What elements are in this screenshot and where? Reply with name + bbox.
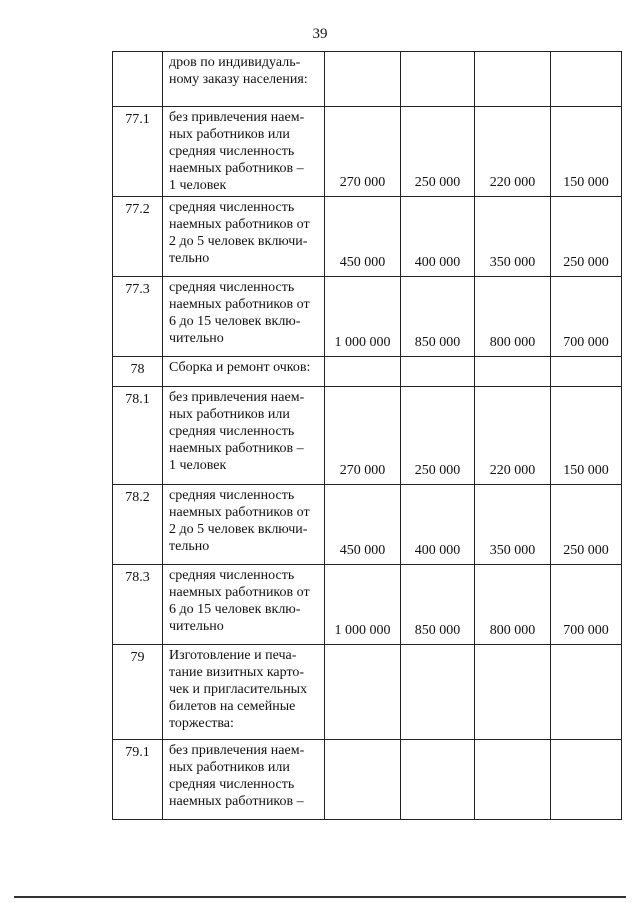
description-line: наемных работников –: [169, 161, 304, 176]
description-line: без привлечения наем-: [169, 390, 305, 405]
description-line: чек и пригласительных: [169, 682, 308, 697]
description-line: средняя численность: [169, 200, 295, 215]
value-cell-v4: 150 000: [551, 387, 622, 485]
description-line: ных работников или: [169, 407, 290, 422]
value-cell-v1: 270 000: [325, 107, 401, 197]
description-line: 1 человек: [169, 178, 227, 193]
description-line: средняя численность: [169, 424, 295, 439]
item-number: 78.2: [113, 485, 163, 565]
description-line: Изготовление и печа-: [169, 648, 297, 663]
description-line: ному заказу населения:: [169, 72, 308, 87]
description-line: наемных работников от: [169, 585, 310, 600]
value-cell-v3: [475, 357, 551, 387]
item-description: [163, 485, 325, 565]
item-description: [163, 645, 325, 740]
value-cell-v4: 250 000: [551, 485, 622, 565]
description-line: без привлечения наем-: [169, 743, 305, 758]
description-line: наемных работников от: [169, 297, 310, 312]
value-cell-v1: 450 000: [325, 197, 401, 277]
value-cell-v3: 220 000: [475, 107, 551, 197]
table-row: [113, 645, 622, 740]
value-cell-v2: 250 000: [401, 107, 475, 197]
description-line: наемных работников –: [169, 441, 304, 456]
description-line: тельно: [169, 539, 210, 554]
description-line: торжества:: [169, 716, 234, 731]
description-line: дров по индивидуаль-: [169, 55, 301, 70]
table-row: [113, 52, 622, 107]
item-description: [163, 387, 325, 485]
description-line: 6 до 15 человек вклю-: [169, 314, 301, 329]
description-line: 6 до 15 человек вклю-: [169, 602, 301, 617]
value-cell-v2: [401, 740, 475, 820]
item-number: 78.1: [113, 387, 163, 485]
value-cell-v1: 1 000 000: [325, 565, 401, 645]
description-line: без привлечения наем-: [169, 110, 305, 125]
value-cell-v3: 220 000: [475, 387, 551, 485]
value-cell-v1: 1 000 000: [325, 277, 401, 357]
item-number: 77.2: [113, 197, 163, 277]
value-cell-v3: 350 000: [475, 485, 551, 565]
value-cell-v4: [551, 740, 622, 820]
description-line: тельно: [169, 251, 210, 266]
description-line: чительно: [169, 331, 224, 346]
item-number: 77.1: [113, 107, 163, 197]
value-cell-v2: 400 000: [401, 485, 475, 565]
page-number: 39: [312, 26, 328, 42]
item-description: [163, 565, 325, 645]
table-row: [113, 107, 622, 197]
item-number: 78: [113, 357, 163, 387]
description-line: тание визитных карто-: [169, 665, 305, 680]
value-cell-v2: [401, 52, 475, 107]
item-description: [163, 277, 325, 357]
value-cell-v4: 700 000: [551, 277, 622, 357]
description-line: средняя численность: [169, 568, 295, 583]
value-cell-v3: [475, 645, 551, 740]
value-cell-v2: [401, 645, 475, 740]
value-cell-v3: [475, 740, 551, 820]
value-cell-v2: 850 000: [401, 565, 475, 645]
description-line: 1 человек: [169, 458, 227, 473]
value-cell-v1: [325, 357, 401, 387]
item-number: 77.3: [113, 277, 163, 357]
value-cell-v4: [551, 357, 622, 387]
value-cell-v3: [475, 52, 551, 107]
value-cell-v1: [325, 740, 401, 820]
description-line: билетов на семейные: [169, 699, 296, 714]
value-cell-v2: 850 000: [401, 277, 475, 357]
value-cell-v2: [401, 357, 475, 387]
value-cell-v2: 400 000: [401, 197, 475, 277]
description-line: 2 до 5 человек включи-: [169, 234, 308, 249]
value-cell-v3: 350 000: [475, 197, 551, 277]
description-line: Сборка и ремонт очков:: [169, 360, 311, 375]
table-row: [113, 387, 622, 485]
value-cell-v4: [551, 52, 622, 107]
item-number: [113, 52, 163, 107]
footer-rule: [14, 896, 626, 898]
item-description: [163, 197, 325, 277]
table-row: [113, 197, 622, 277]
item-number: 79.1: [113, 740, 163, 820]
description-line: ных работников или: [169, 760, 290, 775]
value-cell-v1: 450 000: [325, 485, 401, 565]
item-description: [163, 52, 325, 107]
description-line: средняя численность: [169, 280, 295, 295]
value-cell-v2: 250 000: [401, 387, 475, 485]
description-line: наемных работников –: [169, 794, 304, 809]
description-line: средняя численность: [169, 144, 295, 159]
value-cell-v1: 270 000: [325, 387, 401, 485]
table-row: [113, 565, 622, 645]
description-line: чительно: [169, 619, 224, 634]
value-cell-v3: 800 000: [475, 277, 551, 357]
description-line: средняя численность: [169, 777, 295, 792]
value-cell-v4: [551, 645, 622, 740]
table-row: [113, 485, 622, 565]
description-line: наемных работников от: [169, 217, 310, 232]
table-row: [113, 277, 622, 357]
description-line: ных работников или: [169, 127, 290, 142]
value-cell-v1: [325, 52, 401, 107]
value-cell-v4: 700 000: [551, 565, 622, 645]
description-line: наемных работников от: [169, 505, 310, 520]
tariff-table: [112, 51, 622, 820]
value-cell-v4: 150 000: [551, 107, 622, 197]
item-number: 79: [113, 645, 163, 740]
item-description: [163, 357, 325, 387]
description-line: средняя численность: [169, 488, 295, 503]
item-description: [163, 107, 325, 197]
value-cell-v1: [325, 645, 401, 740]
value-cell-v4: 250 000: [551, 197, 622, 277]
description-line: 2 до 5 человек включи-: [169, 522, 308, 537]
table-row: [113, 740, 622, 820]
item-description: [163, 740, 325, 820]
item-number: 78.3: [113, 565, 163, 645]
table-row: [113, 357, 622, 387]
value-cell-v3: 800 000: [475, 565, 551, 645]
